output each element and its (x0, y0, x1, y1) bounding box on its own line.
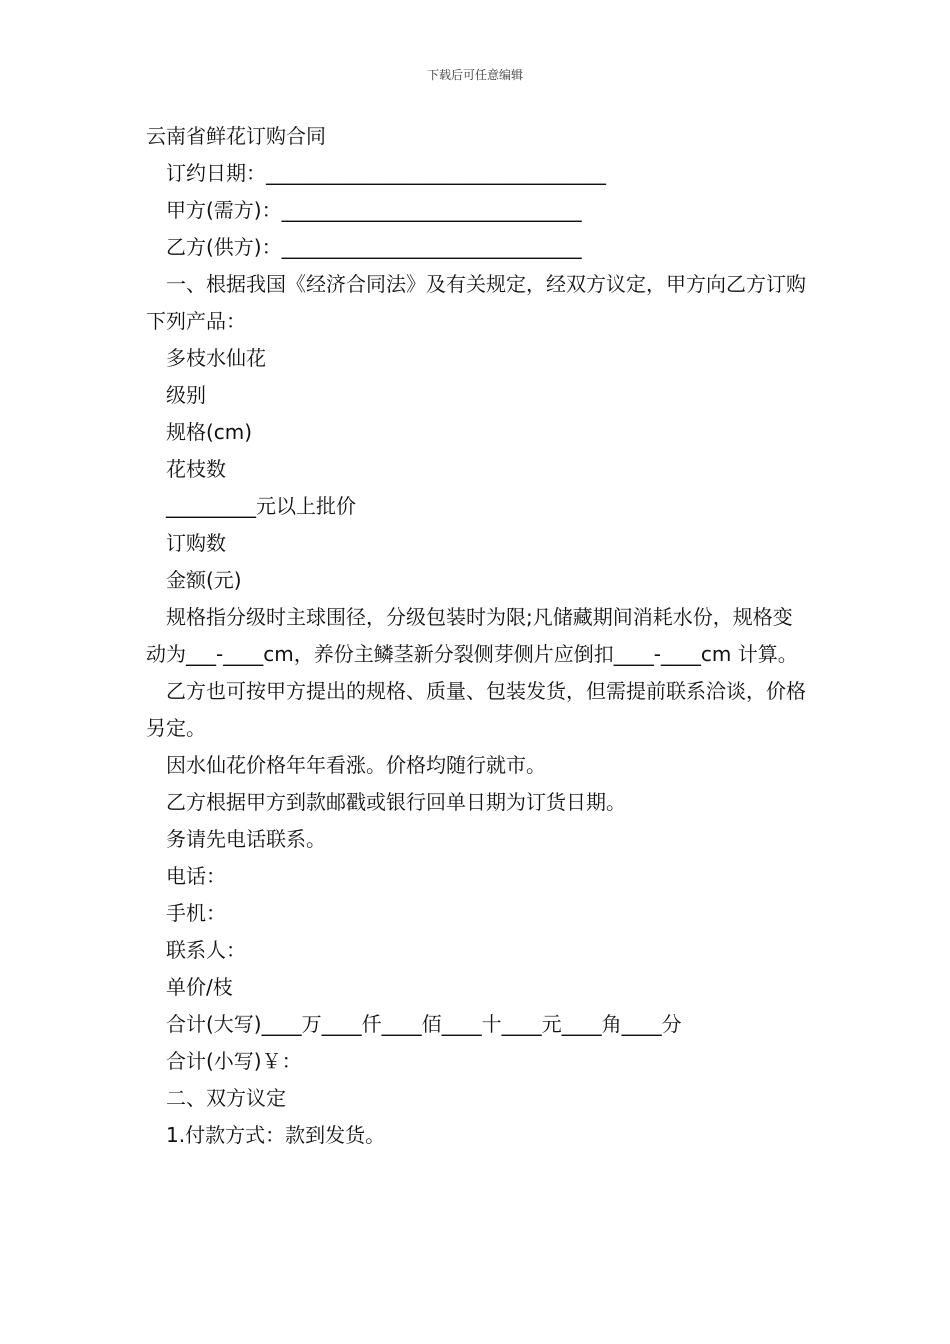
document-title: 云南省鲜花订购合同 (146, 124, 326, 148)
party-b-line: 乙方(供方)：______________________________ (166, 235, 582, 259)
contact-person-label: 联系人： (166, 938, 246, 962)
amount-label: 金额(元) (166, 568, 242, 592)
clause-2: 二、双方议定 (166, 1086, 286, 1110)
mobile-label: 手机： (166, 901, 226, 925)
document-body (146, 118, 810, 1154)
party-a-line: 甲方(需方)：______________________________ (166, 198, 582, 222)
delivery-note: 乙方根据甲方到款邮戳或银行回单日期为订货日期。 (166, 790, 626, 814)
stem-count-label: 花枝数 (166, 457, 226, 481)
total-lower-line: 合计(小写)￥： (166, 1049, 302, 1073)
clause-1: 一、根据我国《经济合同法》及有关规定，经双方议定，甲方向乙方订购下列产品： (146, 272, 806, 333)
spec-note: 规格指分级时主球围径，分级包装时为限;凡储藏期间消耗水份，规格变动为___-____cm，养份主鳞茎新分裂侧芽侧片应倒扣____-____cm 计算。 (146, 605, 798, 666)
price-note: 因水仙花价格年年看涨。价格均随行就市。 (166, 753, 546, 777)
header-note: 下载后可任意编辑 (426, 68, 523, 82)
wholesale-price-line: _________元以上批价 (166, 494, 356, 518)
payment-line: 1.付款方式：款到发货。 (166, 1123, 386, 1147)
unit-price-label: 单价/枝 (166, 975, 233, 999)
spec-label: 规格(cm) (166, 420, 253, 444)
phone-label: 电话： (166, 864, 226, 888)
product-name: 多枝水仙花 (166, 346, 266, 370)
contact-first-note: 务请先电话联系。 (166, 827, 326, 851)
total-upper-line: 合计(大写)____万____仟____佰____十____元____角____分 (166, 1012, 682, 1036)
custom-note: 乙方也可按甲方提出的规格、质量、包装发货，但需提前联系洽谈，价格另定。 (146, 679, 806, 740)
order-qty-label: 订购数 (166, 531, 226, 555)
grade-label: 级别 (166, 383, 206, 407)
sign-date-line: 订约日期：__________________________________ (166, 161, 606, 185)
